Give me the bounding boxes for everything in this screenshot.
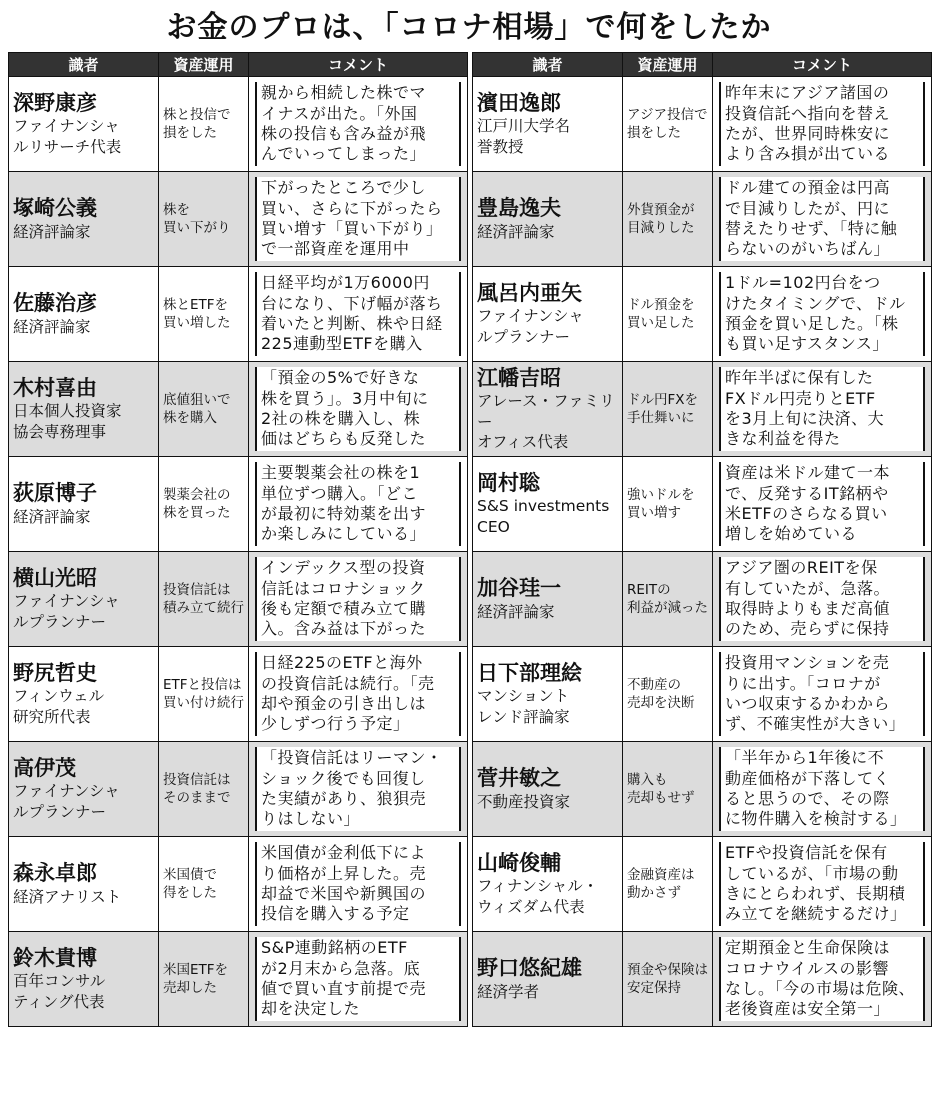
asset-summary: ドル円FXを 手仕舞いに <box>627 391 699 426</box>
asset-summary: 投資信託は 積み立て続行 <box>163 581 244 616</box>
table-header-row <box>9 53 468 77</box>
table-header-row <box>473 53 932 77</box>
table-row <box>9 647 468 742</box>
asset-cell <box>159 267 249 362</box>
header-asset: 資産運用 <box>623 53 713 77</box>
comment-cell <box>713 267 932 362</box>
asset-cell <box>623 552 713 647</box>
comment-cell <box>713 837 932 932</box>
asset-cell <box>623 837 713 932</box>
asset-summary: 株と投信で 損をした <box>163 106 231 141</box>
expert-title: 経済評論家 <box>477 222 555 241</box>
comment-cell <box>249 77 468 172</box>
table-row <box>9 172 468 267</box>
expert-title: 経済評論家 <box>477 602 555 621</box>
expert-title: マンショント レンド評論家 <box>477 687 570 726</box>
asset-summary: 米国債で 得をした <box>163 866 217 901</box>
expert-cell <box>473 742 623 837</box>
asset-summary: 株を 買い下がり <box>163 201 231 236</box>
table-row <box>9 552 468 647</box>
expert-cell <box>9 742 159 837</box>
expert-name: 加谷珪一 <box>477 576 561 601</box>
asset-summary: 米国ETFを 売却した <box>163 961 229 996</box>
table-row <box>9 457 468 552</box>
asset-cell <box>623 647 713 742</box>
article-title: お金のプロは、「コロナ相場」で何をしたか <box>166 10 772 45</box>
comment-cell <box>249 457 468 552</box>
expert-name: 野尻哲史 <box>13 661 97 686</box>
expert-name: 荻原博子 <box>13 481 97 506</box>
expert-title: 不動産投資家 <box>477 792 571 811</box>
comment-text: 1ドル=102円台をつ けたタイミングで、ドル 預金を買い足した。「株 も買い足すスタンス」 <box>719 272 925 356</box>
header-expert: 識者 <box>473 53 623 77</box>
header-expert: 識者 <box>9 53 159 77</box>
expert-cell <box>9 552 159 647</box>
comment-text: 日経平均が1万6000円 台になり、下げ幅が落ち 着いたと判断、株や日経 225連動型ETFを購入 <box>255 272 461 356</box>
asset-summary: アジア投信で 損をした <box>627 106 708 141</box>
expert-cell <box>9 172 159 267</box>
table-row <box>473 172 932 267</box>
expert-cell <box>473 362 623 457</box>
expert-name: 野口悠紀雄 <box>477 956 582 981</box>
expert-cell <box>473 172 623 267</box>
expert-name: 山崎俊輔 <box>477 851 561 876</box>
header-comment: コメント <box>713 53 932 77</box>
comment-cell <box>713 362 932 457</box>
asset-cell <box>159 932 249 1027</box>
expert-title: S&S investments CEO <box>477 497 610 536</box>
expert-title: 経済評論家 <box>13 317 91 336</box>
comment-cell <box>249 267 468 362</box>
expert-name: 森永卓郎 <box>13 861 97 886</box>
asset-summary: 不動産の 売却を決断 <box>627 676 695 711</box>
expert-cell <box>473 267 623 362</box>
expert-title: アレース・ファミリー オフィス代表 <box>477 392 615 451</box>
comment-cell <box>249 647 468 742</box>
expert-title: ファイナンシャ ルリサーチ代表 <box>13 117 122 156</box>
table-row <box>473 77 932 172</box>
header-asset: 資産運用 <box>159 53 249 77</box>
asset-cell <box>159 742 249 837</box>
comment-text: 昨年末にアジア諸国の 投資信託へ指向を替え たが、世界同時株安に より含み損が出ている <box>719 82 925 166</box>
comment-text: インデックス型の投資 信託はコロナショック 後も定額で積み立て購 入。含み益は下がった <box>255 557 461 641</box>
comment-text: 米国債が金利低下によ り価格が上昇した。売 却益で米国や新興国の 投信を購入する予定 <box>255 842 461 926</box>
expert-name: 横山光昭 <box>13 566 97 591</box>
asset-summary: 外貨預金が 目減りした <box>627 201 695 236</box>
expert-title: フィナンシャル・ ウィズダム代表 <box>477 877 599 916</box>
comment-text: 「預金の5%で好きな 株を買う」。3月中旬に 2社の株を購入し、株 価はどちらも反発した <box>255 367 461 451</box>
asset-cell <box>623 742 713 837</box>
asset-summary: 金融資産は 動かさず <box>627 866 695 901</box>
comment-text: アジア圏のREITを保 有していたが、急落。 取得時よりもまだ高値 のため、売らずに保持 <box>719 557 925 641</box>
asset-summary: 購入も 売却もせず <box>627 771 695 806</box>
asset-summary: 預金や保険は 安定保持 <box>627 961 708 996</box>
expert-name: 江幡吉昭 <box>477 366 561 391</box>
comment-cell <box>713 77 932 172</box>
asset-cell <box>623 267 713 362</box>
comment-cell <box>249 932 468 1027</box>
comment-text: 「半年から1年後に不 動産価格が下落してく ると思うので、その際 に物件購入を検討する」 <box>719 747 925 831</box>
comment-cell <box>249 552 468 647</box>
asset-summary: REITの 利益が減った <box>627 581 708 616</box>
expert-name: 木村喜由 <box>13 376 97 401</box>
table-row <box>9 932 468 1027</box>
comment-text: 昨年半ばに保有した FXドル円売りとETF を3月上旬に決済、大 きな利益を得た <box>719 367 925 451</box>
table-row <box>9 362 468 457</box>
comment-cell <box>249 742 468 837</box>
expert-title: ファイナンシャ ルプランナー <box>477 307 584 346</box>
asset-cell <box>159 837 249 932</box>
asset-cell <box>623 77 713 172</box>
expert-name: 高伊茂 <box>13 756 76 781</box>
expert-table-right <box>472 52 932 1027</box>
header-comment: コメント <box>249 53 468 77</box>
expert-cell <box>473 647 623 742</box>
comment-cell <box>249 362 468 457</box>
comment-text: 親から相続した株でマ イナスが出た。「外国 株の投信も含み益が飛 んでいってしまった」 <box>255 82 461 166</box>
table-row <box>473 457 932 552</box>
asset-cell <box>159 552 249 647</box>
expert-title: 経済評論家 <box>13 222 91 241</box>
expert-title: 江戸川大学名 誉教授 <box>477 117 571 156</box>
expert-name: 濱田逸郎 <box>477 91 561 116</box>
table-row <box>473 267 932 362</box>
asset-cell <box>159 457 249 552</box>
expert-title: 経済評論家 <box>13 507 91 526</box>
expert-cell <box>473 932 623 1027</box>
comment-cell <box>713 647 932 742</box>
table-row <box>473 932 932 1027</box>
asset-summary: 製薬会社の 株を買った <box>163 486 231 521</box>
comment-cell <box>249 172 468 267</box>
asset-cell <box>623 172 713 267</box>
comment-cell <box>249 837 468 932</box>
asset-summary: ETFと投信は 買い付け続行 <box>163 676 244 711</box>
table-row <box>9 742 468 837</box>
table-row <box>473 552 932 647</box>
table-row <box>9 77 468 172</box>
asset-cell <box>159 77 249 172</box>
expert-cell <box>473 77 623 172</box>
expert-title: 百年コンサル ティング代表 <box>13 972 106 1011</box>
expert-cell <box>9 77 159 172</box>
comment-text: ETFや投資信託を保有 しているが、「市場の動 きにとらわれず、長期積 み立てを継続するだけ」 <box>719 842 925 926</box>
comment-text: S&P連動銘柄のETF が2月末から急落。底 値で買い直す前提で売 却を決定した <box>255 937 461 1021</box>
expert-name: 岡村聡 <box>477 471 540 496</box>
comment-text: 下がったところで少し 買い、さらに下がったら 買い増す「買い下がり」 で一部資産を運用中 <box>255 177 461 261</box>
asset-cell <box>159 362 249 457</box>
comment-text: 「投資信託はリーマン・ ショック後でも回復し た実績があり、狼狽売 りはしない」 <box>255 747 461 831</box>
expert-title: 経済学者 <box>477 982 540 1001</box>
comment-cell <box>713 172 932 267</box>
asset-cell <box>159 647 249 742</box>
asset-summary: 株とETFを 買い増した <box>163 296 231 331</box>
expert-cell <box>9 932 159 1027</box>
comment-text: 主要製薬会社の株を1 単位ずつ購入。「どこ が最初に特効薬を出す か楽しみにしている」 <box>255 462 461 546</box>
table-row <box>9 267 468 362</box>
comment-text: 日経225のETFと海外 の投資信託は続行。「売 却や預金の引き出しは 少しずつ行う予定」 <box>255 652 461 736</box>
expert-cell <box>9 647 159 742</box>
comment-text: 資産は米ドル建て一本 で、反発するIT銘柄や 米ETFのさらなる買い 増しを始めている <box>719 462 925 546</box>
comment-text: ドル建ての預金は円高 で目減りしたが、円に 替えたりせず、「特に触 らないのがいちばん」 <box>719 177 925 261</box>
expert-cell <box>9 837 159 932</box>
comment-cell <box>713 457 932 552</box>
expert-title: ファイナンシャ ルプランナー <box>13 592 120 631</box>
expert-cell <box>473 552 623 647</box>
expert-name: 豊島逸夫 <box>477 196 561 221</box>
table-row <box>473 742 932 837</box>
expert-name: 風呂内亜矢 <box>477 281 582 306</box>
table-row <box>473 362 932 457</box>
asset-summary: 強いドルを 買い増す <box>627 486 695 521</box>
expert-name: 深野康彦 <box>13 91 97 116</box>
expert-name: 佐藤治彦 <box>13 291 97 316</box>
table-row <box>473 647 932 742</box>
asset-summary: 投資信託は そのままで <box>163 771 231 806</box>
comment-text: 定期預金と生命保険は コロナウイルスの影響 なし。「今の市場は危険、 老後資産は安全第一」 <box>719 937 925 1021</box>
asset-summary: ドル預金を 買い足した <box>627 296 695 331</box>
expert-cell <box>9 267 159 362</box>
comment-text: 投資用マンションを売 りに出す。「コロナが いつ収束するかわから ず、不確実性が大きい」 <box>719 652 925 736</box>
comment-cell <box>713 932 932 1027</box>
expert-cell <box>473 457 623 552</box>
comment-cell <box>713 552 932 647</box>
asset-cell <box>623 932 713 1027</box>
asset-summary: 底値狙いで 株を購入 <box>163 391 231 426</box>
table-row <box>9 837 468 932</box>
asset-cell <box>159 172 249 267</box>
asset-cell <box>623 362 713 457</box>
expert-title: 経済アナリスト <box>13 887 122 906</box>
expert-name: 菅井敏之 <box>477 766 561 791</box>
expert-title: フィンウェル 研究所代表 <box>13 687 105 726</box>
expert-tables <box>8 52 930 1027</box>
expert-title: ファイナンシャ ルプランナー <box>13 782 120 821</box>
expert-cell <box>9 362 159 457</box>
expert-cell <box>9 457 159 552</box>
comment-cell <box>713 742 932 837</box>
table-row <box>473 837 932 932</box>
expert-cell <box>473 837 623 932</box>
expert-name: 日下部理絵 <box>477 661 582 686</box>
asset-cell <box>623 457 713 552</box>
expert-title: 日本個人投資家 協会専務理事 <box>13 402 122 441</box>
expert-name: 鈴木貴博 <box>13 946 97 971</box>
expert-table-left <box>8 52 468 1027</box>
expert-name: 塚崎公義 <box>13 196 97 221</box>
